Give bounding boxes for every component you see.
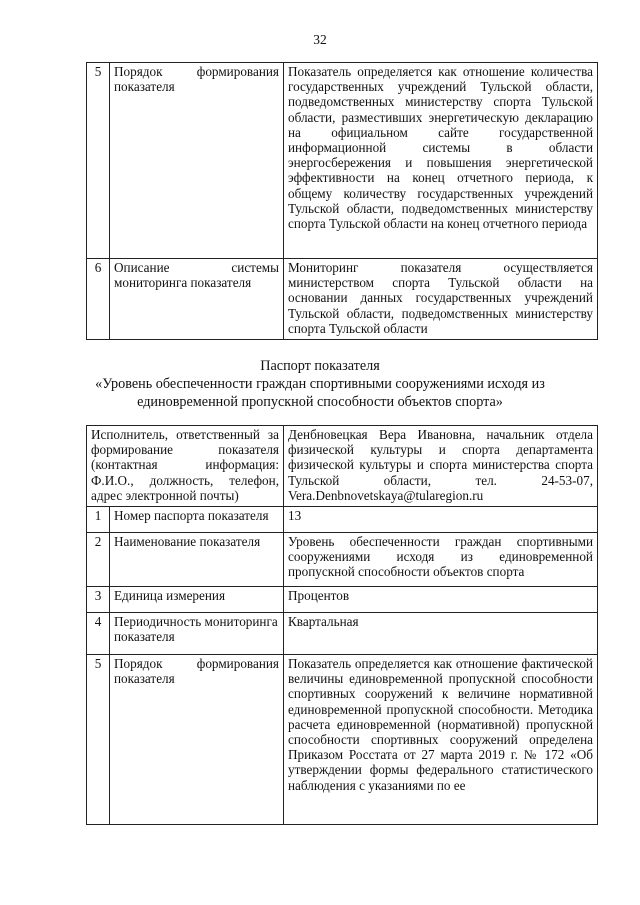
row-label: Порядок формирования показателя — [110, 63, 284, 259]
row-label: Описание системы мониторинга показателя — [110, 259, 284, 340]
row-number: 1 — [87, 507, 110, 533]
row-number: 3 — [87, 587, 110, 613]
row-label: Порядок формирования показателя — [110, 655, 284, 825]
row-number: 2 — [87, 533, 110, 587]
table-row — [87, 507, 598, 533]
row-value: Показатель определяется как отношение количества государственных учреждений Тульской области, подведомственных министерству спорта Тульской области, разместивших энергетическую декларацию на официальном сайте государственной информационной системы в области энергосбережения и повышения энергетической эффективности на конец отчетного периода, к общему количеству государственных учреждений Тульской области, подведомственных министерству спорта Тульской области на конец отчетного периода — [284, 63, 598, 259]
row-label: Периодичность мониторинга показателя — [110, 613, 284, 655]
row-number: 5 — [87, 655, 110, 825]
table-row — [87, 613, 598, 655]
table-row — [87, 533, 598, 587]
table-row — [87, 63, 598, 259]
indicator-table-continued — [86, 62, 598, 340]
row-value: Процентов — [284, 587, 598, 613]
row-value: Показатель определяется как отношение фактической величины единовременной пропускной способности спортивных сооружений к величине нормативной единовременной пропускной способности. Методика расчета единовременной (нормативной) пропускной способности спортивных сооружений определена Приказом Росстата от 27 марта 2019 г. № 172 «Об утверждении формы федерального статистического наблюдения с указаниями по ее — [284, 655, 598, 825]
passport-title-line: «Уровень обеспеченности граждан спортивными сооружениями исходя из — [95, 376, 545, 392]
row-label: Номер паспорта показателя — [110, 507, 284, 533]
row-number: 4 — [87, 613, 110, 655]
row-label: Наименование показателя — [110, 533, 284, 587]
row-label: Единица измерения — [110, 587, 284, 613]
row-value: Мониторинг показателя осуществляется министерством спорта Тульской области на основании данных государственных учреждений Тульской области, подведомственных министерству спорта Тульской области — [284, 259, 598, 340]
row-number: 6 — [87, 259, 110, 340]
table-row — [87, 587, 598, 613]
executor-row — [87, 426, 598, 507]
page-number: 32 — [313, 32, 327, 47]
passport-heading: Паспорт показателя — [260, 358, 380, 374]
row-value: Уровень обеспеченности граждан спортивными сооружениями исходя из единовременной пропускной способности объектов спорта — [284, 533, 598, 587]
executor-value: Денбновецкая Вера Ивановна, начальник отдела физической культуры и спорта департамента физической культуры и спорта министерства спорта Тульской области, тел. 24-53-07, Vera.Denbnovetskaya@tularegion.ru — [284, 426, 598, 507]
row-value: Квартальная — [284, 613, 598, 655]
table-row — [87, 655, 598, 825]
passport-title-line: единовременной пропускной способности объектов спорта» — [137, 394, 503, 410]
row-value: 13 — [284, 507, 598, 533]
executor-label: Исполнитель, ответственный за формирование показателя (контактная информация: Ф.И.О., должность, телефон, адрес электронной почты) — [87, 426, 284, 507]
passport-table — [86, 425, 598, 825]
row-number: 5 — [87, 63, 110, 259]
table-row — [87, 259, 598, 340]
